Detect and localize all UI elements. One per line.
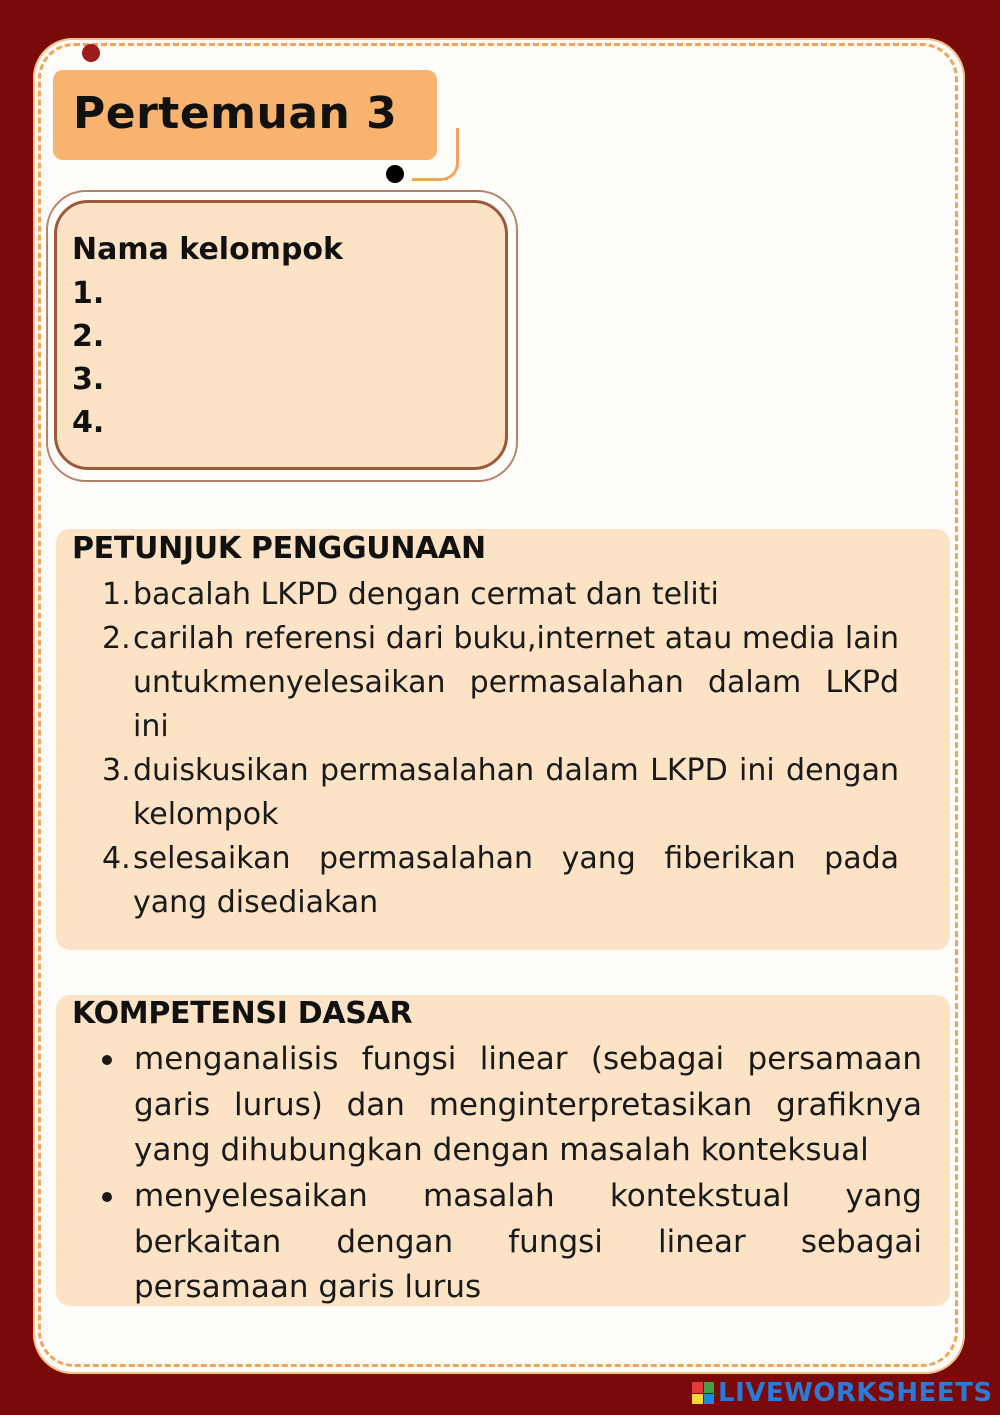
instruction-text: bacalah LKPD dengan cermat dan teliti [133,577,719,612]
competency-title: KOMPETENSI DASAR [72,996,413,1031]
instruction-text: selesaikan permasalahan yang fiberikan pada yang disediakan [133,841,899,920]
bullet-icon [102,1192,112,1202]
decorative-hook-line [412,128,459,181]
instructions-title: PETUNJUK PENGGUNAAN [72,531,486,566]
group-member-number: 1. [72,276,105,311]
instruction-number: 3. [102,753,131,788]
group-member-number: 3. [72,362,105,397]
group-title: Nama kelompok [72,232,343,267]
instruction-text: duiskusikan permasalahan dalam LKPD ini dengan kelompok [133,753,899,832]
group-member-number: 4. [72,405,105,440]
bullet-icon [102,1055,112,1065]
group-member-number: 2. [72,319,105,354]
decorative-dot-black [386,165,404,183]
title-banner [53,70,437,160]
instruction-number: 1. [102,577,131,612]
competency-item: menyelesaikan masalah kontekstual yang berkaitan dengan fungsi linear sebagai persamaan garis lurus [134,1178,922,1305]
liveworksheets-logo-icon [692,1382,714,1404]
instruction-number: 4. [102,841,131,876]
competency-item: menganalisis fungsi linear (sebagai persamaan garis lurus) dan menginterpretasikan grafiknya yang dihubungkan dengan masalah konteksual [134,1041,922,1168]
liveworksheets-watermark [692,1378,993,1408]
instruction-number: 2. [102,621,131,656]
decorative-dot-red [82,44,100,62]
page-title: Pertemuan 3 [73,88,398,139]
watermark-text: LIVEWORKSHEETS [718,1378,993,1408]
instruction-text: carilah referensi dari buku,internet atau media lain untukmenyelesaikan permasalahan dalam LKPd ini [133,621,899,744]
